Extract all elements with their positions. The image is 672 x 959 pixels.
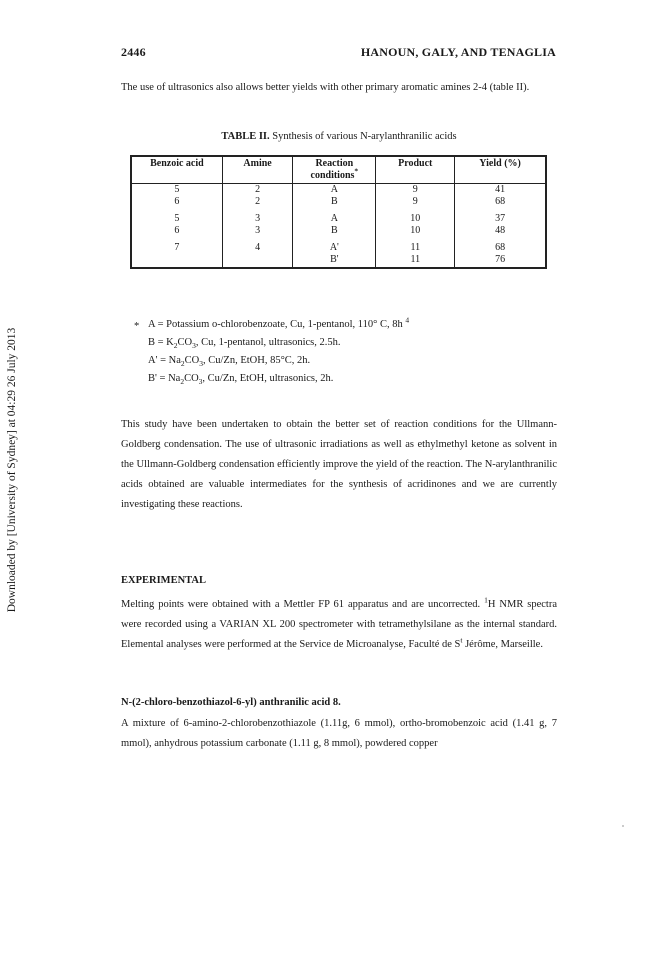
cell-conditions: A': [293, 236, 376, 254]
cell-conditions: B: [293, 196, 376, 208]
table-caption-label: TABLE II.: [221, 131, 270, 142]
footnote-b-prime-part: CO: [184, 373, 199, 384]
experimental-text: H NMR spectra were recorded using a VARIAN XL 200 spectrometer with tetramethylsilane as the internal standard. Elemental analyses were performed at the Service de Microanalyse, Faculté de S: [121, 599, 557, 650]
experimental-text: Jérôme, Marseille.: [462, 639, 543, 650]
footnote-marker: *: [354, 166, 359, 176]
experimental-paragraph: [121, 595, 557, 655]
footnote-b-prime-sub: 3: [198, 377, 203, 387]
table-caption-text: Synthesis of various N-arylanthranilic acids: [269, 131, 457, 142]
cell-benzoic-acid: 6: [131, 196, 222, 208]
cell-product: 9: [376, 184, 455, 196]
column-header: [293, 156, 376, 184]
cell-amine: 2: [222, 184, 293, 196]
footnote-b-prime-sub: 2: [180, 377, 185, 387]
footnote-a: [121, 315, 557, 336]
cell-benzoic-acid: 6: [131, 225, 222, 237]
column-header-line1: Reaction: [315, 158, 354, 169]
footnote-a-prime-sub: 3: [199, 359, 203, 369]
column-header: Product: [376, 156, 455, 184]
table-caption: [121, 131, 557, 142]
cell-product: 11: [376, 254, 455, 269]
table-row: [131, 254, 546, 269]
table-row: [131, 184, 546, 196]
page-number: 2446: [121, 45, 146, 59]
cell-conditions: B': [293, 254, 376, 269]
cell-product: 11: [376, 236, 455, 254]
cell-product: 10: [376, 225, 455, 237]
cell-conditions: B: [293, 225, 376, 237]
column-header: Benzoic acid: [131, 156, 222, 184]
table-header-row: [131, 156, 546, 184]
cell-conditions: A: [293, 207, 376, 225]
footnote-a-text: A = Potassium o-chlorobenzoate, Cu, 1-pentanol, 110° C, 8h: [148, 319, 403, 330]
cell-benzoic-acid: [131, 254, 222, 269]
cell-product: 10: [376, 207, 455, 225]
compound-paragraph: A mixture of 6-amino-2-chlorobenzothiazole (1.11g, 6 mmol), ortho-bromobenzoic acid (1.41 g, 7 mmol), anhydrous potassium carbonate (1.11 g, 8 mmol), powdered copper: [121, 718, 557, 749]
cell-amine: [222, 254, 293, 269]
experimental-sup: 1: [484, 595, 488, 605]
footnote-a-ref: 4: [405, 315, 410, 325]
footnote-b-prime-part: , Cu/Zn, EtOH, ultrasonics, 2h.: [202, 373, 334, 384]
footnote-a-prime-part: , Cu/Zn, EtOH, 85°C, 2h.: [202, 355, 311, 366]
compound-heading: N-(2-chloro-benzothiazol-6-yl) anthranilic acid 8.: [121, 697, 341, 708]
cell-benzoic-acid: 7: [131, 236, 222, 254]
footnote-b-prime-part: B' = Na: [148, 373, 181, 384]
cell-benzoic-acid: 5: [131, 184, 222, 196]
footnote-b-prime: [121, 372, 557, 390]
table-row: [131, 236, 546, 254]
cell-yield: 41: [455, 184, 546, 196]
cell-amine: 3: [222, 207, 293, 225]
table-row: [131, 196, 546, 208]
footnote-b-part: , Cu, 1-pentanol, ultrasonics, 2.5h.: [195, 337, 341, 348]
cell-amine: 3: [222, 225, 293, 237]
footnote-b-part: B = K: [148, 337, 174, 348]
cell-yield: 37: [455, 207, 546, 225]
experimental-text: Melting points were obtained with a Mettler FP 61 apparatus and are uncorrected.: [121, 599, 481, 610]
synthesis-table: [130, 155, 547, 269]
running-head: HANOUN, GALY, AND TENAGLIA: [360, 45, 556, 59]
column-header-line2: conditions: [310, 170, 355, 181]
cell-amine: 4: [222, 236, 293, 254]
column-header: Yield (%): [455, 156, 546, 184]
cell-yield: 76: [455, 254, 546, 269]
footnote-b-sub: 3: [192, 341, 196, 351]
cell-product: 9: [376, 196, 455, 208]
download-watermark: Downloaded by [University of Sydney] at 04:29 26 July 2013: [6, 327, 18, 613]
conclusion-paragraph: This study have been undertaken to obtain the better set of reaction conditions for the Ullmann-Goldberg condensation. The use of ultrasonic irradiations as well as ethylmethyl ketone as solvent in the Ullmann-Goldberg condensation efficiently improve the yield of the reaction. The N-arylanthranilic acids obtained are valuable intermediates for the synthesis of acridinones and we are currently investigating these reactions.: [121, 419, 557, 510]
footnote-a-prime-sub: 2: [180, 359, 185, 369]
footnote-a-prime-part: CO: [184, 355, 200, 366]
experimental-heading: EXPERIMENTAL: [121, 575, 206, 586]
cell-benzoic-acid: 5: [131, 207, 222, 225]
table-footnotes: [121, 315, 557, 390]
footnote-b-part: CO: [177, 337, 193, 348]
cell-conditions: A: [293, 184, 376, 196]
experimental-sup: t: [460, 635, 463, 645]
table-row: [131, 225, 546, 237]
cell-yield: 48: [455, 225, 546, 237]
cell-yield: 68: [455, 196, 546, 208]
footnote-a-prime: [121, 354, 557, 372]
footnote-a-prime-part: A' = Na: [148, 355, 181, 366]
intro-paragraph: The use of ultrasonics also allows better yields with other primary aromatic amines 2-4 (table II).: [121, 82, 530, 93]
cell-amine: 2: [222, 196, 293, 208]
footnote-star: *: [134, 321, 140, 332]
table-row: [131, 207, 546, 225]
column-header: Amine: [222, 156, 293, 184]
footnote-b-sub: 2: [173, 341, 178, 351]
footnote-b: [121, 336, 557, 354]
scan-speck: [622, 825, 624, 827]
cell-yield: 68: [455, 236, 546, 254]
